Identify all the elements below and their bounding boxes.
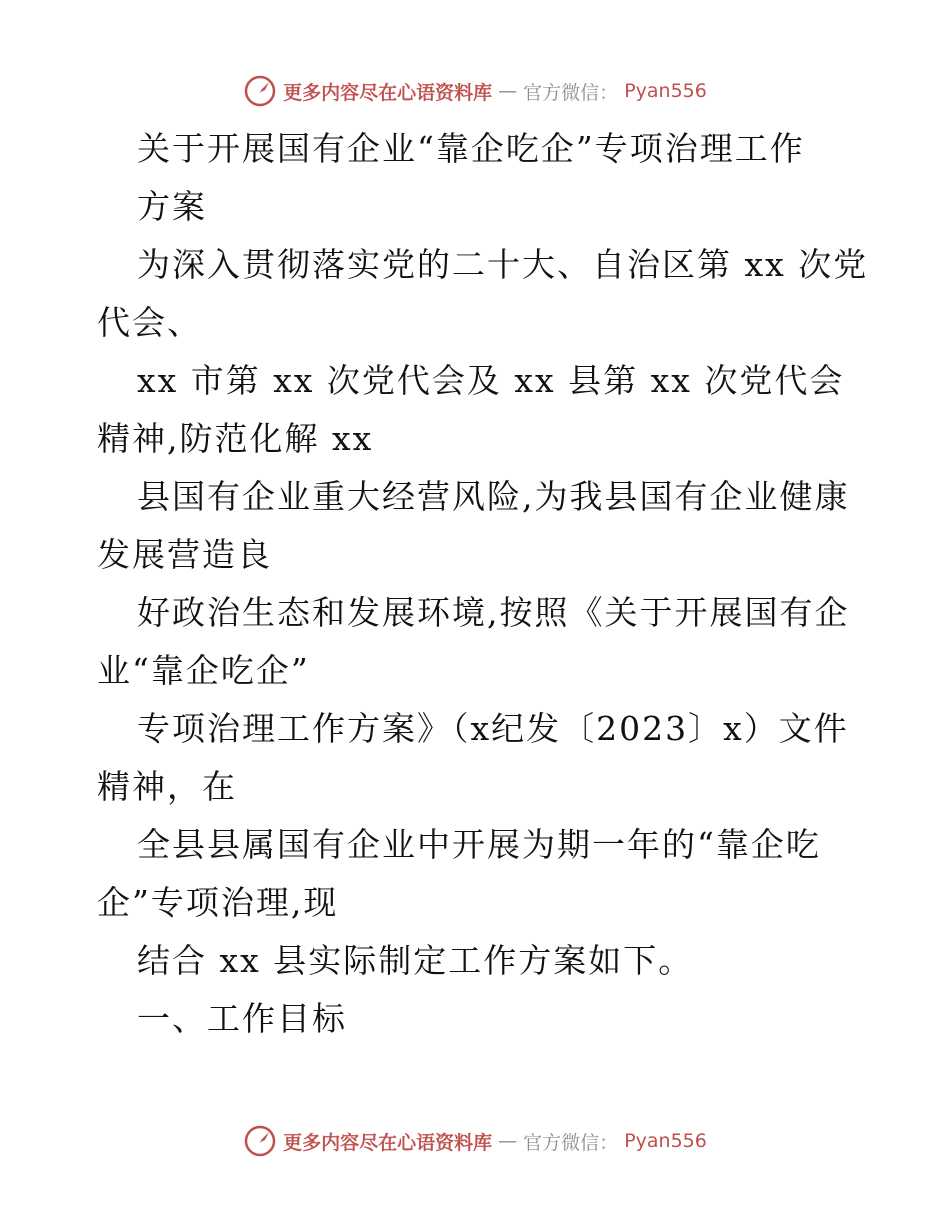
paragraph-line: 发展营造良 [97,535,272,574]
watermark-header [0,74,950,108]
watermark-suffix: 官方微信： [523,81,619,104]
watermark-footer [0,1124,950,1158]
watermark-main-text: 更多内容尽在心语资料库 [283,81,493,104]
paragraph-line: 县国有企业重大经营风险,为我县国有企业健康 [137,477,850,516]
watermark-suffix: 官方微信： [523,1131,619,1154]
paragraph-line: xx 市第 xx 次党代会及 xx 县第 xx 次党代会 [137,361,845,400]
section-heading: 一、工作目标 [137,999,347,1038]
paragraph-line: 精神,防范化解 xx [97,419,374,458]
watermark-id: Pyan556 [624,1130,707,1152]
document-body [97,120,869,1048]
paragraph-line: 代会、 [97,303,202,342]
paragraph-line: 好政治生态和发展环境,按照《关于开展国有企 [137,593,850,632]
watermark-main-text: 更多内容尽在心语资料库 [283,1131,493,1154]
paragraph-line: 业“靠企吃企” [97,651,310,690]
quill-logo-icon [243,1124,277,1158]
doc-title-line-1: 关于开展国有企业“靠企吃企”专项治理工作 [137,129,805,168]
doc-title-line-2: 方案 [137,187,207,226]
paragraph-line: 精神，在 [97,767,237,806]
paragraph-line: 结合 xx 县实际制定工作方案如下。 [137,941,694,980]
paragraph-line: 专项治理工作方案》（x纪发〔2023〕x）文件 [137,709,849,748]
quill-logo-icon [243,74,277,108]
watermark-separator: — [498,80,518,102]
paragraph-line: 为深入贯彻落实党的二十大、自治区第 xx 次党 [137,245,869,284]
watermark-id: Pyan556 [624,80,707,102]
paragraph-line: 全县县属国有企业中开展为期一年的“靠企吃 [137,825,821,864]
paragraph-line: 企”专项治理,现 [97,883,339,922]
watermark-separator: — [498,1130,518,1152]
